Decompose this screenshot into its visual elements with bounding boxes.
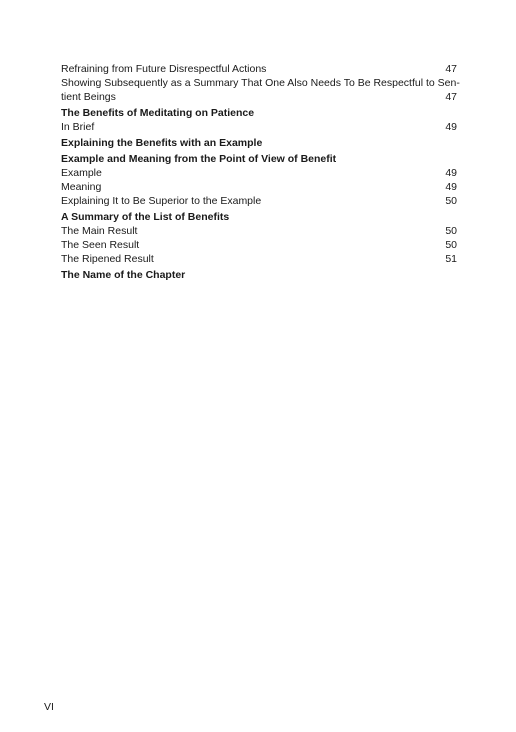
toc-entry-page: 47 [445, 91, 457, 103]
toc-entry[interactable] [61, 180, 457, 194]
toc-entry[interactable] [61, 76, 460, 104]
toc-section-heading[interactable]: The Name of the Chapter [61, 269, 186, 281]
toc-entry-title: In Brief [61, 121, 95, 133]
toc-entry[interactable] [61, 238, 457, 252]
toc-entry-title: Meaning [61, 181, 102, 193]
toc-entry-title: Explaining It to Be Superior to the Example [61, 195, 262, 207]
toc-entry-page: 49 [445, 167, 457, 179]
toc-section-heading[interactable]: The Benefits of Meditating on Patience [61, 107, 255, 119]
toc-entry-page: 49 [445, 121, 457, 133]
toc-entry-page: 51 [445, 253, 457, 265]
toc-entry[interactable] [61, 62, 457, 76]
toc-section-heading[interactable]: Example and Meaning from the Point of View of Benefit [61, 153, 337, 165]
toc-entry[interactable] [61, 224, 457, 238]
toc-entry-page: 47 [445, 63, 457, 75]
toc-entry-page: 50 [445, 195, 457, 207]
toc-entry-title: Refraining from Future Disrespectful Actions [61, 63, 267, 75]
toc-entry-page: 50 [445, 239, 457, 251]
toc-entry[interactable] [61, 120, 457, 134]
toc-entry[interactable] [61, 194, 457, 208]
toc-entry-title: The Seen Result [61, 239, 140, 251]
toc-entry-page: 50 [445, 225, 457, 237]
toc-section-heading[interactable]: A Summary of the List of Benefits [61, 211, 230, 223]
toc-entry[interactable] [61, 252, 457, 266]
toc-entry-title: Example [61, 167, 102, 179]
page-number-folio: VI [44, 701, 54, 713]
toc-entry-title: The Main Result [61, 225, 138, 237]
toc-entry-title-continued: tient Beings [61, 91, 116, 103]
toc-entry-title: Showing Subsequently as a Summary That One Also Needs To Be Respectful to Sen- [61, 77, 460, 89]
table-of-contents [61, 62, 460, 282]
toc-entry-title: The Ripened Result [61, 253, 154, 265]
toc-entry-page: 49 [445, 181, 457, 193]
toc-section-heading[interactable]: Explaining the Benefits with an Example [61, 137, 263, 149]
toc-entry[interactable] [61, 166, 457, 180]
